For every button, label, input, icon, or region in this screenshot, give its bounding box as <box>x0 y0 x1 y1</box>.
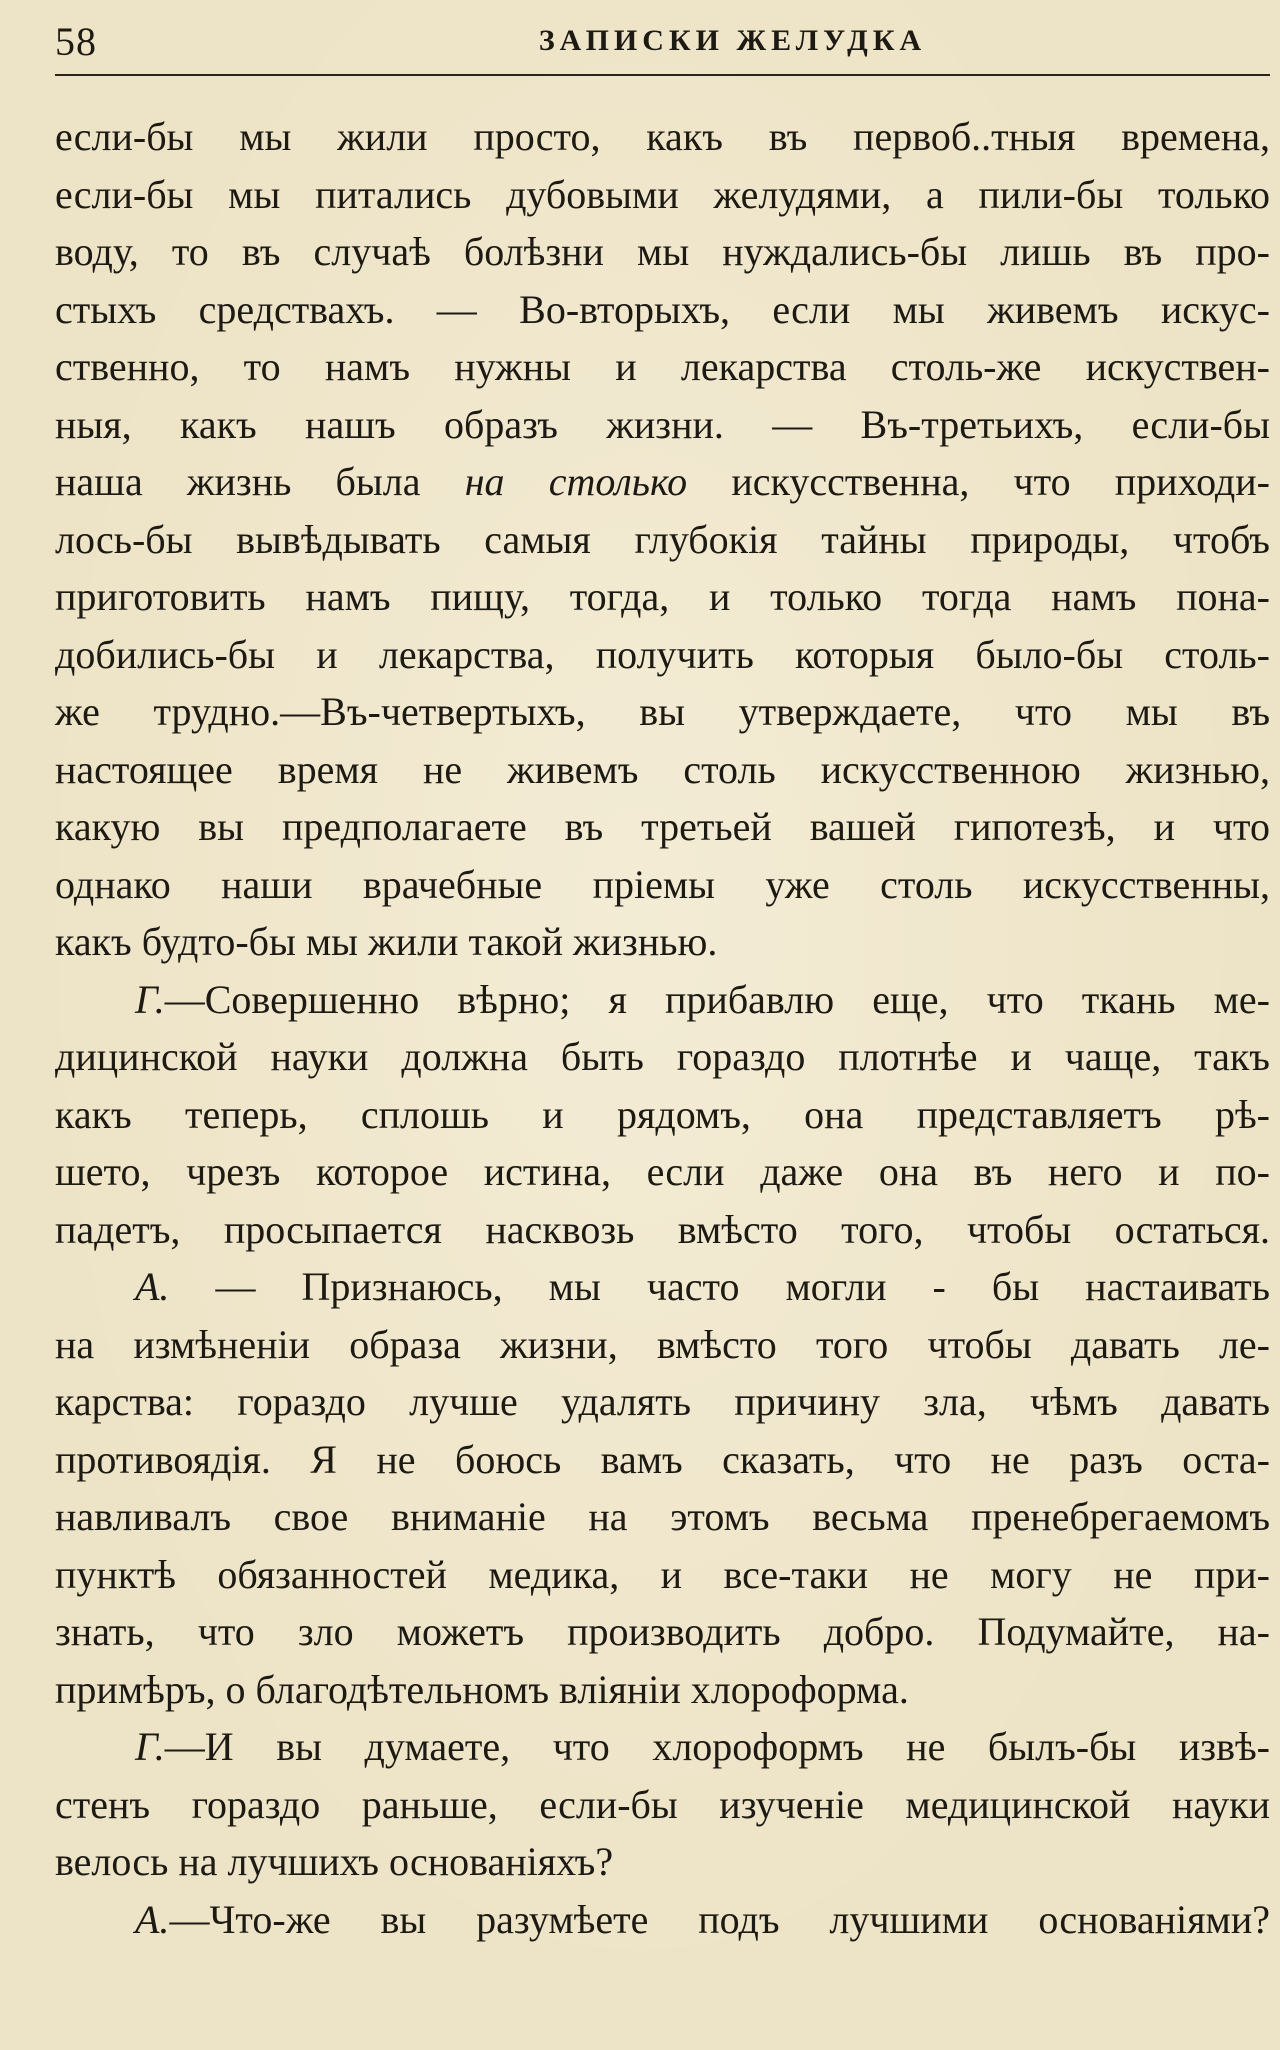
text-segment: искусственна, что приходи- <box>687 459 1270 504</box>
text-segment: наша жизнь была <box>55 459 465 504</box>
text-line: примѣръ, о благодѣтельномъ вліяніи хлороформа. <box>55 1666 909 1712</box>
text-line: же трудно.—Въ-четвертыхъ, вы утверждаете, что мы въ <box>55 689 1270 734</box>
text-line: стенъ гораздо раньше, если-бы изученіе медицинской науки <box>55 1781 1270 1827</box>
text-line: ственно, то намъ нужны и лекарства столь-же искуствен- <box>55 344 1270 389</box>
speaker-label: Г. <box>135 976 165 1022</box>
text-line: какъ теперь, сплошь и рядомъ, она представляетъ рѣ- <box>55 1091 1270 1137</box>
running-title: ЗАПИСКИ ЖЕЛУДКА <box>538 24 927 57</box>
text-line: дицинской науки должна быть гораздо плотнѣе и чаще, такъ <box>55 1034 1270 1079</box>
text-line: карства: гораздо лучше удалять причину зла, чѣмъ давать <box>55 1379 1270 1424</box>
text-line: противоядія. Я не боюсь вамъ сказать, что не разъ оста- <box>55 1436 1270 1482</box>
text-line: падетъ, просыпается насквозь вмѣсто того, чтобы остаться. <box>55 1206 1270 1252</box>
text-line: навливалъ свое вниманіе на этомъ весьма пренебрегаемомъ <box>55 1494 1270 1539</box>
text-line: на измѣненіи образа жизни, вмѣсто того чтобы давать ле- <box>55 1321 1270 1367</box>
text-line: лось-бы вывѣдывать самыя глубокія тайны природы, чтобъ <box>55 516 1270 562</box>
text-line: стыхъ средствахъ. — Во-вторыхъ, если мы живемъ искус- <box>55 286 1270 332</box>
speaker-label: А. <box>135 1896 170 1942</box>
text-line: приготовить намъ пищу, тогда, и только тогда намъ пона- <box>55 574 1270 619</box>
text-segment: — Признаюсь, мы часто могли - бы настаивать <box>169 1264 1270 1309</box>
header-rule <box>55 74 1270 76</box>
text-line: пунктѣ обязанностей медика, и все-таки не могу не при- <box>55 1551 1270 1597</box>
text-line: ныя, какъ нашъ образъ жизни. — Въ-третьихъ, если-бы <box>55 401 1270 447</box>
text-line: знать, что зло можетъ производить добро. Подумайте, на- <box>55 1609 1270 1654</box>
text-line: однако наши врачебные пріемы уже столь искусственны, <box>55 861 1270 907</box>
text-line <box>55 453 1270 511</box>
speaker-label: Г. <box>135 1724 165 1769</box>
text-line: какую вы предполагаете въ третьей вашей гипотезѣ, и что <box>55 804 1270 849</box>
text-line: настоящее время не живемъ столь искусственною жизнью, <box>55 746 1270 792</box>
dialogue-line <box>55 1258 1270 1316</box>
text-segment: —Что-же вы разумѣете подъ лучшими основаніями? <box>169 1896 1270 1942</box>
text-line: добились-бы и лекарства, получить которыя было-бы столь- <box>55 631 1270 677</box>
page-header <box>55 14 1270 72</box>
text-segment: —Совершенно вѣрно; я прибавлю еще, что ткань ме- <box>164 976 1270 1022</box>
emphasized-text: на столько <box>464 459 688 504</box>
text-line: воду, то въ случаѣ болѣзни мы нуждались-бы лишь въ про- <box>55 229 1270 274</box>
page-number: 58 <box>55 19 97 64</box>
text-segment: —И вы думаете, что хлороформъ не былъ-бы извѣ- <box>164 1724 1270 1769</box>
text-line: какъ будто-бы мы жили такой жизнью. <box>55 919 718 964</box>
dialogue-line <box>55 1891 1270 1949</box>
text-line: если-бы мы жили просто, какъ въ первоб..тныя времена, <box>55 114 1270 159</box>
text-line: если-бы мы питались дубовыми желудями, а пили-бы только <box>55 171 1270 217</box>
text-line: шето, чрезъ которое истина, если даже она въ него и по- <box>55 1149 1270 1194</box>
body-text <box>55 108 1270 1948</box>
speaker-label: А. <box>135 1264 170 1309</box>
dialogue-line <box>55 971 1270 1029</box>
text-line: велось на лучшихъ основаніяхъ? <box>55 1839 614 1884</box>
dialogue-line <box>55 1718 1270 1776</box>
